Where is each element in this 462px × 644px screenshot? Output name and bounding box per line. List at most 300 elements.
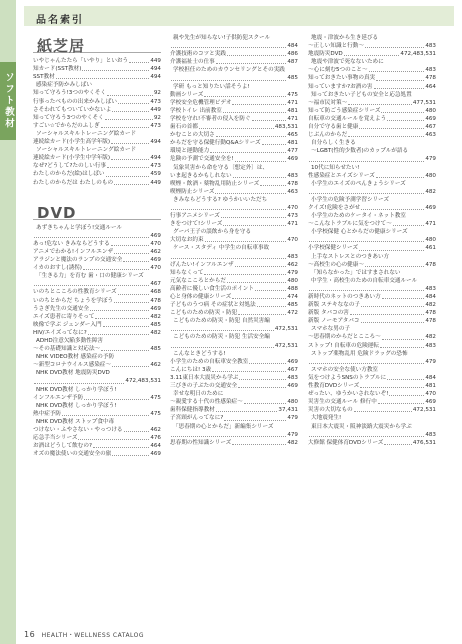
- entry-page: 472,483,531: [125, 378, 161, 385]
- entry-title: 歯科保健指導教材: [170, 407, 215, 414]
- index-entry-title: 小学校保健 心とからだの健康シリーズ: [311, 229, 408, 236]
- leader-dots: [244, 403, 287, 404]
- entry-title: 学校安全危機管理ビデオ: [170, 99, 232, 106]
- index-entry: [33, 232, 161, 240]
- leader-dots: [111, 159, 149, 160]
- entry-page: 469: [425, 115, 436, 122]
- entry-title: 環境と運動能力: [170, 148, 210, 155]
- entry-title: 〜福市民対策〜: [308, 99, 348, 106]
- index-entry: [308, 155, 436, 163]
- index-entry-title: 〜LGBT(性的少数者)のカップルが語る: [311, 148, 409, 155]
- index-entry: [308, 285, 436, 293]
- leader-dots: [204, 96, 286, 97]
- entry-title: 地震防災DVD: [308, 51, 343, 58]
- index-entry-title: NHK DVD教材 しっかり学ぼう!: [36, 402, 117, 409]
- entry-title: 〜新型コロナウイルス感染症〜: [33, 362, 111, 369]
- entry-page: 459: [150, 171, 161, 178]
- index-entry: [170, 58, 298, 66]
- page-number: 16: [24, 630, 36, 639]
- entry-title: 知って守ろう3つのやくそく: [33, 114, 104, 121]
- index-entry-title: ADHD注意欠陥多動性障害: [36, 338, 103, 344]
- leader-dots: [221, 217, 287, 218]
- leader-dots: [171, 347, 274, 348]
- leader-dots: [232, 104, 286, 105]
- entry-page: 478: [150, 297, 161, 304]
- index-entry: [308, 74, 436, 82]
- index-entry: [33, 98, 161, 106]
- index-entry-title: グーパ王子の誤飲から身を守る: [173, 229, 252, 236]
- entry-page: 467: [287, 366, 298, 373]
- index-entry: [170, 50, 298, 58]
- leader-dots: [216, 136, 287, 137]
- index-entry: [308, 204, 436, 212]
- entry-page: 478: [425, 318, 436, 325]
- entry-page: 462: [287, 261, 298, 268]
- entry-page: 473: [150, 122, 161, 129]
- leader-dots: [360, 387, 424, 388]
- entry-title: 小学生のための自転車安全教室: [170, 358, 249, 365]
- entry-title: 知って守ろう!3つのやくそく: [33, 90, 106, 97]
- index-entry-title: 自分らしく生きる: [311, 140, 356, 147]
- entry-title: お酒はどうして飲むの?: [33, 443, 92, 450]
- index-entry: [33, 394, 161, 402]
- entry-title: クイズ!危険をさがせ: [308, 204, 361, 211]
- entry-page: 470: [150, 265, 161, 272]
- dvd-list-2: [170, 34, 298, 447]
- leader-dots: [382, 298, 425, 299]
- index-entry: [308, 188, 436, 196]
- index-entry: [308, 99, 436, 107]
- entry-page: 482: [150, 313, 161, 320]
- leader-dots: [95, 318, 149, 319]
- entry-title: 大修館 保健体育DVDシリーズ: [308, 439, 384, 446]
- leader-dots: [118, 103, 149, 104]
- index-entry-title: NHK DVD教材 地震防災DVD: [36, 370, 110, 377]
- leader-dots: [359, 250, 424, 251]
- leader-dots: [361, 306, 424, 307]
- leader-dots: [387, 379, 424, 380]
- entry-title: 映像で学ぶ ジェンダー入門: [33, 321, 102, 328]
- entry-page: 92: [153, 114, 161, 121]
- leader-dots: [309, 161, 424, 162]
- index-entry-title: あずきちゃんと学ぼう!交通ルール: [36, 224, 123, 231]
- leader-dots: [393, 225, 425, 226]
- entry-title: 新時代のネットのつきあい方: [308, 294, 381, 300]
- entry-title: SST教材: [33, 74, 55, 81]
- leader-dots: [239, 379, 286, 380]
- entry-page: 494: [150, 66, 161, 73]
- leader-dots: [123, 261, 149, 262]
- leader-dots: [223, 112, 286, 113]
- entry-title: あっ!危ない きみならどうする: [33, 240, 110, 247]
- leader-dots: [114, 253, 149, 254]
- entry-page: 483: [425, 431, 436, 438]
- entry-page: 478: [287, 180, 298, 187]
- entry-page: 483: [425, 285, 436, 292]
- index-entry-title: 地震や津波で死なないために: [311, 59, 384, 66]
- leader-dots: [34, 383, 124, 384]
- entry-page: 480: [425, 172, 436, 179]
- entry-page: 469: [150, 232, 161, 239]
- index-column-3: [308, 34, 436, 447]
- entry-page: 480: [287, 399, 298, 406]
- entry-page: 469: [287, 156, 298, 163]
- leader-dots: [111, 143, 149, 144]
- index-entry: [170, 253, 298, 261]
- entry-title: 行事アニメシリーズ: [170, 213, 220, 220]
- index-entry-title: 大地震発生!: [311, 415, 342, 422]
- leader-dots: [249, 363, 286, 364]
- leader-dots: [381, 112, 424, 113]
- entry-page: 449: [150, 179, 161, 186]
- leader-dots: [83, 269, 149, 270]
- leader-dots: [171, 47, 286, 48]
- leader-dots: [238, 387, 286, 388]
- index-entry: [308, 42, 436, 50]
- entry-page: 485: [287, 302, 298, 309]
- entry-title: つけない・ふやさない・やっつける: [33, 427, 123, 434]
- index-entry-title: スマホの安全な使い方教室: [311, 366, 379, 373]
- entry-page: 487: [287, 59, 298, 66]
- leader-dots: [56, 78, 150, 79]
- leader-dots: [359, 128, 424, 129]
- leader-dots: [348, 104, 412, 105]
- entry-title: 危険の予測で交通安全を!: [170, 156, 234, 163]
- entry-page: 472,531: [274, 326, 298, 333]
- leader-dots: [262, 144, 287, 145]
- entry-page: 467: [150, 281, 161, 288]
- leader-dots: [112, 111, 149, 112]
- entry-title: アラジンと魔法のランプの交通安全: [33, 257, 123, 264]
- index-entry: [33, 264, 161, 272]
- entry-page: 483: [425, 342, 436, 349]
- leader-dots: [354, 411, 412, 412]
- entry-title: いのちとからだ ちょうを学ぼう: [33, 297, 114, 304]
- entry-page: 37,431: [278, 407, 298, 414]
- kamishibai-list: [33, 57, 161, 187]
- entry-page: 484: [287, 43, 298, 50]
- index-entry-title: ストップ薬物乱用 危険ドラッグの恐怖: [311, 350, 408, 357]
- index-entry-title: NHK DVD教材 ストップ食中毒: [36, 418, 115, 425]
- leader-dots: [233, 177, 287, 178]
- entry-page: 484: [425, 374, 436, 381]
- index-entry: [33, 345, 161, 353]
- index-entry: [33, 248, 161, 256]
- index-entry: [170, 139, 298, 147]
- index-entry: [170, 398, 298, 406]
- leader-dots: [235, 161, 287, 162]
- index-entry: [170, 131, 298, 139]
- leader-dots: [215, 193, 286, 194]
- leader-dots: [199, 128, 274, 129]
- entry-page: 469: [150, 451, 161, 458]
- entry-title: 気をつけようSNSのトラブルに: [308, 374, 387, 381]
- entry-page: 484: [425, 294, 436, 300]
- leader-dots: [382, 339, 425, 340]
- leader-dots: [309, 363, 424, 364]
- index-entry: [170, 99, 298, 107]
- entry-title: 知カード(SST教材): [33, 66, 82, 73]
- leader-dots: [235, 266, 287, 267]
- index-entry: [308, 342, 436, 350]
- leader-dots: [210, 152, 286, 153]
- leader-dots: [350, 314, 424, 315]
- dvd-list-3: [308, 34, 436, 447]
- entry-page: 479: [287, 269, 298, 276]
- index-entry-title: 10代に知らせたい!: [311, 164, 360, 171]
- dvd-list: [33, 224, 161, 459]
- index-entry: [308, 309, 436, 317]
- entry-title: うさぎ先生の交通安全: [33, 305, 89, 312]
- index-entry: [33, 73, 161, 81]
- index-entry: [170, 406, 298, 414]
- entry-page: 477: [287, 148, 298, 155]
- leader-dots: [114, 184, 149, 185]
- index-entry: [308, 123, 436, 131]
- entry-title: 応急手当シリーズ: [33, 435, 78, 442]
- leader-dots: [111, 245, 150, 246]
- index-entry-title: 「知らなかった」ではすまされない: [311, 269, 401, 276]
- entry-page: 481: [287, 107, 298, 114]
- entry-page: 463: [287, 188, 298, 195]
- entry-page: 92: [153, 90, 161, 97]
- entry-title: 〜こんなトラブルに気をつけて〜: [308, 221, 392, 228]
- index-entry-title: 中学生・高校生のための自転車交通ルール: [311, 277, 418, 284]
- index-entry-title: 小学生の危険予測学習シリーズ: [311, 196, 390, 203]
- leader-dots: [384, 444, 411, 445]
- index-entry: [170, 188, 298, 196]
- leader-dots: [380, 347, 424, 348]
- index-entry-title: NHK DVD教材 しっかり学ぼう!: [36, 386, 117, 393]
- leader-dots: [387, 120, 424, 121]
- index-entry-title: きみならどうする? ゆうかいいただち: [173, 196, 268, 203]
- entry-title: 心と身体の健康シリーズ: [170, 294, 232, 300]
- entry-title: かむことの大切さ: [170, 132, 215, 139]
- entry-page: 471: [425, 221, 436, 228]
- entry-page: 473: [150, 98, 161, 105]
- index-entry-title: 感染症予防かみしばい: [36, 82, 92, 89]
- index-entry: [170, 269, 298, 277]
- page-footer: [24, 630, 144, 639]
- page-title: 品名索引: [36, 15, 84, 26]
- index-entry: [308, 390, 436, 398]
- entry-page: 467: [425, 124, 436, 131]
- entry-title: 性教育DVDシリーズ: [308, 383, 360, 390]
- entry-title: 子宮頸がんってなに?: [170, 415, 224, 422]
- index-entry: [33, 434, 161, 442]
- index-entry: [33, 361, 161, 369]
- entry-page: 480: [287, 277, 298, 284]
- entry-page: 479: [287, 431, 298, 438]
- leader-dots: [376, 177, 425, 178]
- index-entry: [170, 180, 298, 188]
- entry-page: 476,531: [412, 439, 436, 446]
- leader-dots: [106, 176, 150, 177]
- index-entry: [170, 366, 298, 374]
- entry-title: 災害生の交通ルール 修行中: [308, 399, 377, 406]
- leader-dots: [216, 63, 287, 64]
- entry-page: 483: [287, 172, 298, 179]
- leader-dots: [171, 258, 286, 259]
- entry-page: 462: [150, 427, 161, 434]
- entry-page: 494: [150, 74, 161, 81]
- entry-title: 性感染症とエイズシリーズ: [308, 172, 375, 179]
- index-column-1: [33, 34, 161, 458]
- index-entry-title: こどものための防災・防犯 自然災害編: [173, 318, 270, 325]
- entry-page: 480: [425, 107, 436, 114]
- leader-dots: [389, 395, 424, 396]
- index-entry: [33, 65, 161, 73]
- entry-page: 479: [425, 358, 436, 365]
- index-entry: [308, 115, 436, 123]
- index-entry-title: こんなときどうする!: [173, 350, 226, 357]
- entry-title: ストップ! 自転車の危険運転: [308, 342, 379, 349]
- leader-dots: [365, 47, 424, 48]
- entry-page: 464: [425, 83, 436, 90]
- category-tab-label: ソフト教材: [3, 72, 14, 130]
- entry-page: 449: [150, 106, 161, 113]
- index-entry: [33, 179, 161, 187]
- leader-dots: [101, 127, 150, 128]
- entry-title: いま起きるかもしれない: [170, 172, 232, 179]
- index-entry: [170, 220, 298, 228]
- entry-page: 481: [287, 140, 298, 147]
- index-entry-title: 親や先生が知らない!子供防犯スクール: [173, 35, 271, 41]
- catalog-name: HEALTH・WELLNESS CATALOG: [41, 632, 145, 639]
- entry-page: 483: [425, 43, 436, 50]
- index-entry: [33, 170, 161, 178]
- entry-title: わたしのからだは わたしのもの: [33, 179, 114, 186]
- entry-title: きをつけて!シリーズ: [170, 221, 223, 228]
- leader-dots: [255, 290, 286, 291]
- leader-dots: [62, 415, 149, 416]
- index-entry-title: 上手なストレスとのつきあい方: [311, 253, 390, 260]
- entry-page: 476: [150, 435, 161, 442]
- entry-page: 469: [425, 399, 436, 406]
- entry-page: 483: [287, 253, 298, 260]
- index-entry: [33, 329, 161, 337]
- entry-page: 482: [425, 188, 436, 195]
- entry-page: 471: [287, 99, 298, 106]
- index-entry: [33, 256, 161, 264]
- index-entry-title: スマホな男の子: [311, 326, 351, 333]
- entry-page: 483: [425, 67, 436, 74]
- entry-title: 高齢者に優しい食生活のポイント: [170, 285, 254, 292]
- index-entry-title: NHK VIDEO教材 感染症の予防: [36, 354, 115, 361]
- index-entry: [170, 342, 298, 350]
- leader-dots: [82, 70, 149, 71]
- entry-page: 470: [287, 237, 298, 244]
- leader-dots: [238, 314, 286, 315]
- entry-page: 462: [150, 362, 161, 369]
- leader-dots: [309, 241, 424, 242]
- entry-title: 知っておきたい事物の真実: [308, 75, 376, 82]
- leader-dots: [171, 330, 274, 331]
- leader-dots: [118, 294, 150, 295]
- entry-page: 478: [425, 310, 436, 317]
- entry-title: 〜その基礎知識と対応法〜: [33, 346, 101, 353]
- leader-dots: [344, 55, 400, 56]
- entry-page: 473: [150, 163, 161, 170]
- entry-page: 475: [287, 91, 298, 98]
- index-entry: [170, 439, 298, 447]
- leader-dots: [112, 366, 149, 367]
- category-tab[interactable]: [0, 62, 16, 140]
- index-entry: [33, 280, 161, 288]
- index-entry-title: 「思春期の心とからだ」新編集シリーズ: [173, 423, 274, 430]
- entry-title: すごい☆でからだのふしぎ: [33, 122, 100, 129]
- entry-title: 自転車の交通ルールを覚えよう: [308, 115, 387, 122]
- index-entry: [308, 66, 436, 74]
- entry-title: 新版 タバコの害: [308, 310, 349, 317]
- entry-page: 469: [425, 204, 436, 211]
- entry-title: こどものための防災・防犯: [170, 310, 238, 317]
- entry-page: 463: [425, 132, 436, 139]
- entry-page: 469: [150, 257, 161, 264]
- index-entry: [170, 374, 298, 382]
- entry-page: 475: [150, 410, 161, 417]
- entry-page: 469: [150, 305, 161, 312]
- entry-page: 482: [425, 334, 436, 341]
- index-entry: [170, 147, 298, 155]
- index-entry: [170, 204, 298, 212]
- leader-dots: [112, 455, 149, 456]
- leader-dots: [348, 136, 424, 137]
- entry-title: 連続絵カード(小学生高学年版): [33, 139, 111, 146]
- entry-title: エイズ患者に寄りそって: [33, 313, 95, 320]
- index-entry: [170, 74, 298, 82]
- leader-dots: [365, 266, 424, 267]
- leader-dots: [309, 436, 424, 437]
- leader-dots: [252, 120, 287, 121]
- leader-dots: [212, 371, 286, 372]
- index-entry: [33, 410, 161, 418]
- entry-title: イカのおすし(誘拐): [33, 265, 82, 272]
- index-entry: [33, 106, 161, 114]
- entry-page: 469: [287, 358, 298, 365]
- leader-dots: [361, 322, 425, 323]
- index-entry: [308, 220, 436, 228]
- leader-dots: [101, 350, 149, 351]
- entry-page: 470: [287, 204, 298, 211]
- leader-dots: [93, 447, 149, 448]
- entry-title: 小学校保健シリーズ: [308, 245, 359, 252]
- entry-title: 災害の大切なもの: [308, 407, 353, 414]
- index-entry: [33, 154, 161, 162]
- leader-dots: [205, 241, 287, 242]
- entry-page: 473: [287, 213, 298, 220]
- entry-page: 465: [287, 132, 298, 139]
- leader-dots: [232, 444, 286, 445]
- index-entry-title: ソーシャルスキルトレーニング絵カード: [36, 147, 137, 154]
- entry-title: 介護福祉士の仕事: [170, 59, 215, 66]
- entry-page: 471: [287, 115, 298, 122]
- entry-page: 474: [287, 294, 298, 300]
- entry-page: 478: [425, 261, 436, 268]
- entry-title: こんにちは! 3歳: [170, 366, 212, 373]
- index-entry: [170, 301, 298, 309]
- leader-dots: [257, 306, 287, 307]
- leader-dots: [90, 310, 149, 311]
- index-entry: [308, 107, 436, 115]
- index-entry-title: 学校担任のためのカウンセリングとその実践: [173, 67, 285, 74]
- index-entry: [308, 382, 436, 390]
- entry-title: HIV/エイズってなに?: [33, 329, 87, 336]
- leader-dots: [107, 167, 149, 168]
- index-entry: [308, 261, 436, 269]
- index-entry: [308, 333, 436, 341]
- index-entry-title: 小学生のためのケータイ・ネット教室: [311, 213, 406, 220]
